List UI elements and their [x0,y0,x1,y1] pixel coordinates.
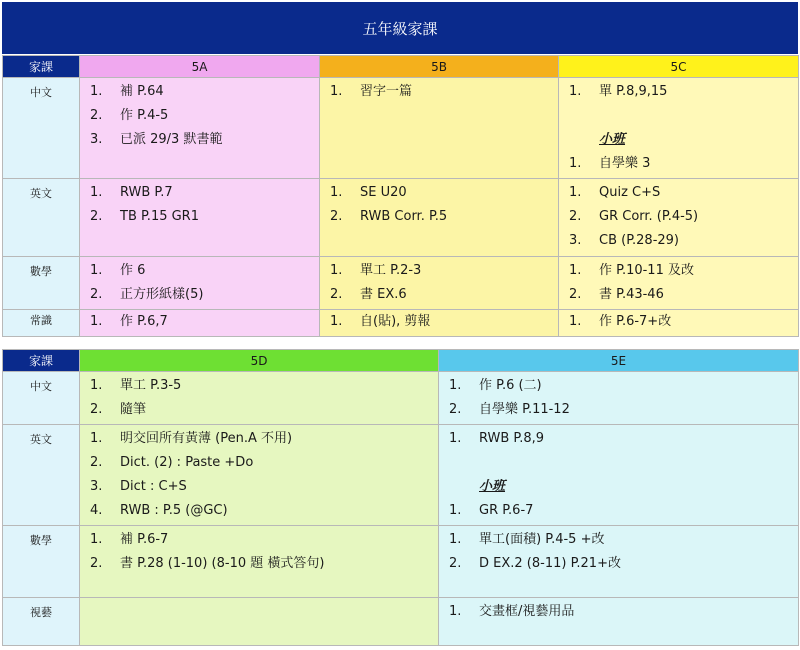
homework-item [330,310,550,334]
homework-cell [320,310,558,336]
item-number: 1. [449,503,462,518]
homework-item [90,181,311,205]
homework-table-5d-5e [2,349,799,646]
homework-item [569,80,790,104]
homework-cell [559,179,798,255]
homework-cell [80,310,319,336]
item-text: 作 P.6,7 [120,314,168,329]
item-text: 明交回所有黃薄 (Pen.A 不用) [120,431,293,446]
small-class-heading: 小班 [479,479,506,494]
item-text: 自(貼), 剪報 [360,314,431,329]
item-text: RWB Corr. P.5 [360,209,448,224]
homework-item [330,181,550,205]
homework-cell [80,526,438,578]
item-number: 2. [449,402,462,417]
item-text: 自學樂 P.11-12 [479,402,570,417]
item-number: 2. [330,287,343,302]
table-row [3,372,799,425]
homework-item [449,475,790,499]
item-text: Quiz C+S [599,185,661,200]
homework-cell [439,372,798,424]
item-text: 單工 P.2-3 [360,263,422,278]
homework-cell [80,598,438,602]
homework-item [90,475,430,499]
subject-label: 數學 [3,526,80,598]
table-row [3,598,799,646]
item-number: 1. [90,532,103,547]
item-number: 1. [330,314,343,329]
item-text: RWB : P.5 (@GC) [120,503,228,518]
item-text: 書 EX.6 [360,287,407,302]
homework-cell [320,78,558,106]
homework-item [90,128,311,152]
item-text: 習字一篇 [360,84,413,99]
item-text: CB (P.28-29) [599,233,679,248]
item-text: 作 P.6 (二) [479,378,542,393]
item-number: 1. [449,532,462,547]
homework-item [90,205,311,229]
subject-label: 中文 [3,78,80,179]
homework-item [569,181,790,205]
table-row [3,310,799,337]
homework-item [569,205,790,229]
homework-cell [80,257,319,309]
homework-item [569,128,790,152]
item-number: 2. [569,209,582,224]
item-number: 2. [449,556,462,571]
homework-item [90,398,430,422]
item-number: 2. [90,287,103,302]
item-number: 1. [449,378,462,393]
homework-cell [559,310,798,336]
homework-item [449,528,790,552]
homework-cell [439,425,798,525]
homework-item [449,398,790,422]
subject-label: 英文 [3,179,80,257]
corner-label: 家課 [3,56,80,78]
item-text: 隨筆 [120,402,147,417]
item-text: TB P.15 GR1 [120,209,199,224]
table-header-row [3,350,799,372]
homework-item [449,374,790,398]
homework-cell [439,526,798,578]
item-number: 1. [330,263,343,278]
item-number: 3. [90,132,103,147]
item-number: 2. [90,209,103,224]
homework-item [330,259,550,283]
homework-item [569,310,790,334]
subject-label: 數學 [3,257,80,310]
item-text: 作 6 [120,263,146,278]
item-number: 2. [569,287,582,302]
small-class-heading: 小班 [599,132,626,147]
item-text: D EX.2 (8-11) P.21+改 [479,556,621,571]
corner-label: 家課 [3,350,80,372]
item-text: 書 P.28 (1-10) (8-10 題 橫式答句) [120,556,325,571]
item-text: 已派 29/3 默書範 [120,132,223,147]
homework-item [569,152,790,176]
homework-item [569,259,790,283]
homework-cell [80,425,438,525]
item-number: 1. [569,314,582,329]
homework-item [90,427,430,451]
homework-cell [439,598,798,626]
item-number: 1. [90,263,103,278]
item-number: 3. [569,233,582,248]
item-text: 作 P.4-5 [120,108,169,123]
item-text: SE U20 [360,185,407,200]
homework-item [569,104,790,128]
homework-item [449,552,790,576]
item-text: Dict. (2) : Paste +Do [120,455,254,470]
homework-item [90,310,311,334]
item-text: 單工(面積) P.4-5 +改 [479,532,605,547]
homework-item [90,283,311,307]
homework-item [449,451,790,475]
homework-cell [559,78,798,178]
item-number: 1. [569,156,582,171]
item-text: GR Corr. (P.4-5) [599,209,699,224]
homework-cell [80,78,319,154]
item-number: 3. [90,479,103,494]
homework-item [449,600,790,624]
item-number: 1. [569,84,582,99]
item-number: 1. [90,431,103,446]
item-text: 單工 P.3-5 [120,378,182,393]
homework-item [330,205,550,229]
item-text: 單 P.8,9,15 [599,84,668,99]
homework-item [569,283,790,307]
item-text: 正方形紙樣(5) [120,287,204,302]
subject-label: 常識 [3,310,80,337]
homework-item [90,528,430,552]
homework-item [449,499,790,523]
subject-label: 中文 [3,372,80,425]
homework-item [90,80,311,104]
page-title: 五年級家課 [362,19,438,38]
homework-cell [320,257,558,309]
homework-item [90,104,311,128]
item-number: 1. [90,378,103,393]
item-number: 1. [90,314,103,329]
homework-item [90,374,430,398]
subject-label: 視藝 [3,598,80,646]
table-row [3,78,799,179]
item-text: 交畫框/視藝用品 [479,604,575,619]
class-header-5c: 5C [559,56,799,78]
homework-table-5a-5c [2,55,799,337]
item-number: 1. [569,263,582,278]
item-text: 作 P.10-11 及改 [599,263,694,278]
table-row [3,179,799,257]
table-header-row [3,56,799,78]
item-text: Dict : C+S [120,479,187,494]
item-text: 書 P.43-46 [599,287,664,302]
item-number: 2. [90,455,103,470]
item-number: 2. [330,209,343,224]
homework-item [90,259,311,283]
item-text: GR P.6-7 [479,503,534,518]
class-header-5d: 5D [80,350,439,372]
item-number: 2. [90,556,103,571]
homework-item [449,427,790,451]
homework-item [90,499,430,523]
homework-cell [320,179,558,231]
item-number: 1. [90,84,103,99]
page-title-banner [2,2,798,54]
subject-label: 英文 [3,425,80,526]
item-text: RWB P.8,9 [479,431,545,446]
homework-item [90,451,430,475]
table-row [3,425,799,526]
item-number: 2. [90,108,103,123]
item-text: 自學樂 3 [599,156,651,171]
item-number: 1. [449,431,462,446]
item-number: 1. [330,185,343,200]
item-number: 1. [569,185,582,200]
table-row [3,257,799,310]
item-number: 1. [330,84,343,99]
class-header-5a: 5A [80,56,320,78]
item-number: 2. [90,402,103,417]
homework-item [90,552,430,576]
item-number: 1. [449,604,462,619]
homework-item [330,283,550,307]
homework-cell [80,372,438,424]
item-text: 作 P.6-7+改 [599,314,672,329]
class-header-5b: 5B [320,56,559,78]
item-number: 1. [90,185,103,200]
table-row [3,526,799,598]
item-text: 補 P.6-7 [120,532,169,547]
homework-item [330,80,550,104]
homework-item [569,229,790,253]
item-text: RWB P.7 [120,185,173,200]
item-text: 補 P.64 [120,84,164,99]
homework-cell [80,179,319,231]
homework-cell [559,257,798,309]
class-header-5e: 5E [439,350,799,372]
item-number: 4. [90,503,103,518]
